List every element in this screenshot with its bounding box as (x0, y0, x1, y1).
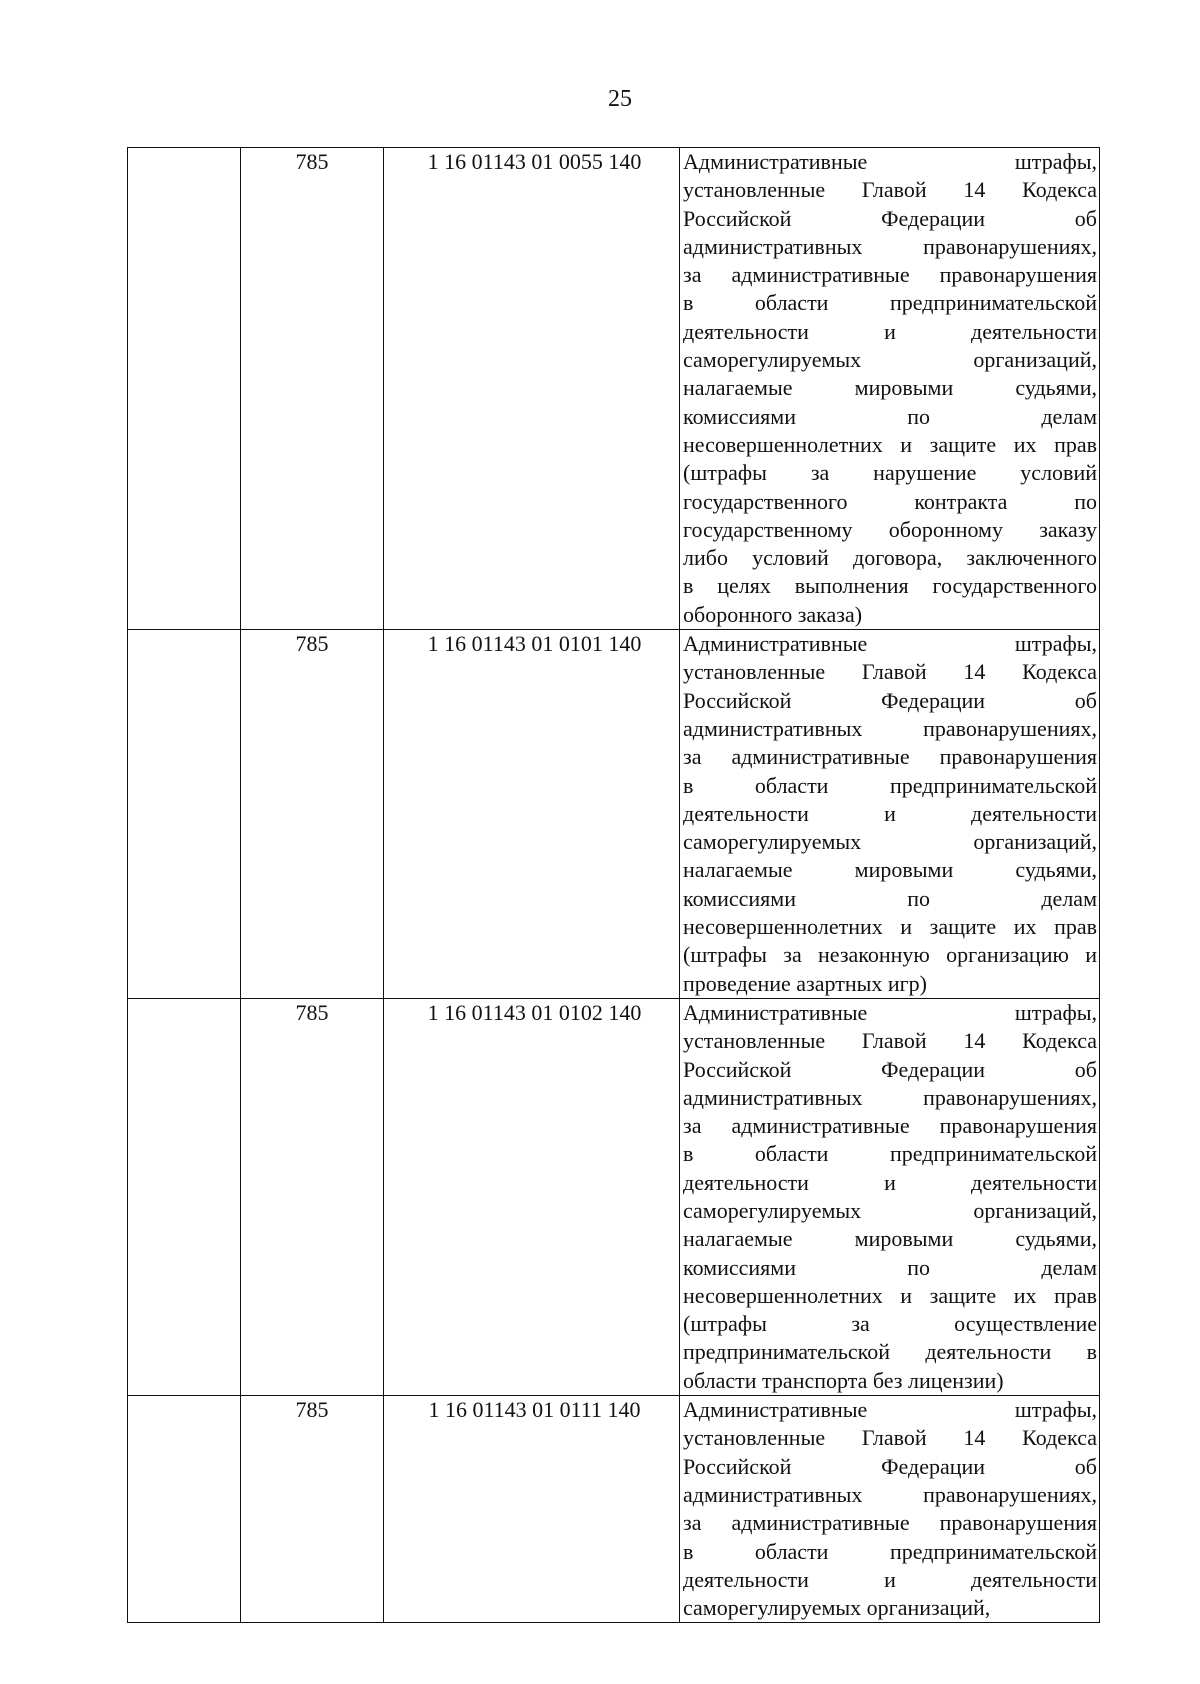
description-line: в области предпринимательской (683, 290, 1097, 316)
description-line: деятельности и деятельности (683, 1169, 1097, 1195)
description-line: оборонного заказа) (683, 601, 863, 627)
empty-cell (128, 148, 241, 630)
description-line: комиссиями по делам (683, 885, 1097, 911)
description-line: налагаемые мировыми судьями, (683, 375, 1097, 401)
empty-cell (128, 998, 241, 1395)
description-line: саморегулируемых организаций, (683, 829, 1097, 855)
kbk-code-cell: 1 16 01143 01 0102 140 (384, 998, 680, 1395)
description-line: за административные правонарушения (683, 744, 1097, 770)
description-line: государственного контракта по (683, 488, 1097, 514)
description-line: в области предпринимательской (683, 1141, 1097, 1167)
description-line: проведение азартных игр) (683, 970, 927, 996)
description-line: Российской Федерации об (683, 1453, 1097, 1479)
description-line: несовершеннолетних и защите их прав (683, 1282, 1097, 1308)
kbk-code-cell: 1 16 01143 01 0111 140 (384, 1396, 680, 1623)
table-row (128, 630, 1100, 999)
description-line: административных правонарушениях, (683, 715, 1097, 741)
admin-code-cell: 785 (241, 630, 384, 999)
empty-cell (128, 1396, 241, 1623)
description-cell (680, 148, 1100, 630)
description-line: деятельности и деятельности (683, 1566, 1097, 1592)
kbk-code-cell: 1 16 01143 01 0055 140 (384, 148, 680, 630)
description-line: административных правонарушениях, (683, 1481, 1097, 1507)
description-line: налагаемые мировыми судьями, (683, 1226, 1097, 1252)
description-line: в целях выполнения государственного (683, 573, 1097, 599)
description-line: (штрафы за незаконную организацию и (683, 942, 1097, 968)
admin-code-cell: 785 (241, 148, 384, 630)
table-row (128, 148, 1100, 630)
description-line: за административные правонарушения (683, 1113, 1097, 1139)
description-line: установленные Главой 14 Кодекса (683, 659, 1097, 685)
budget-classification-table (127, 147, 1100, 1623)
description-line: деятельности и деятельности (683, 318, 1097, 344)
page-number: 25 (608, 86, 632, 112)
table-row (128, 1396, 1100, 1623)
description-cell (680, 1396, 1100, 1623)
description-line: Российской Федерации об (683, 687, 1097, 713)
description-line: несовершеннолетних и защите их прав (683, 914, 1097, 940)
description-line: за административные правонарушения (683, 262, 1097, 288)
description-line: установленные Главой 14 Кодекса (683, 1425, 1097, 1451)
description-line: Административные штрафы, (683, 999, 1097, 1025)
description-line: области транспорта без лицензии) (683, 1367, 1004, 1393)
description-cell (680, 998, 1100, 1395)
description-line: комиссиями по делам (683, 403, 1097, 429)
description-line: деятельности и деятельности (683, 800, 1097, 826)
description-line: в области предпринимательской (683, 1538, 1097, 1564)
description-line: саморегулируемых организаций, (683, 1197, 1097, 1223)
kbk-code-cell: 1 16 01143 01 0101 140 (384, 630, 680, 999)
description-line: саморегулируемых организаций, (683, 1595, 991, 1621)
description-line: установленные Главой 14 Кодекса (683, 177, 1097, 203)
description-line: саморегулируемых организаций, (683, 347, 1097, 373)
description-line: Российской Федерации об (683, 205, 1097, 231)
description-line: (штрафы за осуществление (683, 1311, 1097, 1337)
empty-cell (128, 630, 241, 999)
description-line: государственному оборонному заказу (683, 516, 1097, 542)
description-line: несовершеннолетних и защите их прав (683, 431, 1097, 457)
description-line: административных правонарушениях, (683, 1084, 1097, 1110)
description-line: в области предпринимательской (683, 772, 1097, 798)
description-line: установленные Главой 14 Кодекса (683, 1028, 1097, 1054)
admin-code-cell: 785 (241, 998, 384, 1395)
description-cell (680, 630, 1100, 999)
description-line: Административные штрафы, (683, 149, 1097, 174)
description-line: комиссиями по делам (683, 1254, 1097, 1280)
description-line: за административные правонарушения (683, 1510, 1097, 1536)
description-line: налагаемые мировыми судьями, (683, 857, 1097, 883)
table-body (128, 148, 1100, 1623)
description-line: (штрафы за нарушение условий (683, 460, 1097, 486)
description-line: предпринимательской деятельности в (683, 1339, 1097, 1365)
table-row (128, 998, 1100, 1395)
admin-code-cell: 785 (241, 1396, 384, 1623)
description-line: административных правонарушениях, (683, 233, 1097, 259)
description-line: либо условий договора, заключенного (683, 545, 1097, 571)
description-line: Административные штрафы, (683, 1397, 1097, 1423)
description-line: Российской Федерации об (683, 1056, 1097, 1082)
description-line: Административные штрафы, (683, 631, 1097, 657)
